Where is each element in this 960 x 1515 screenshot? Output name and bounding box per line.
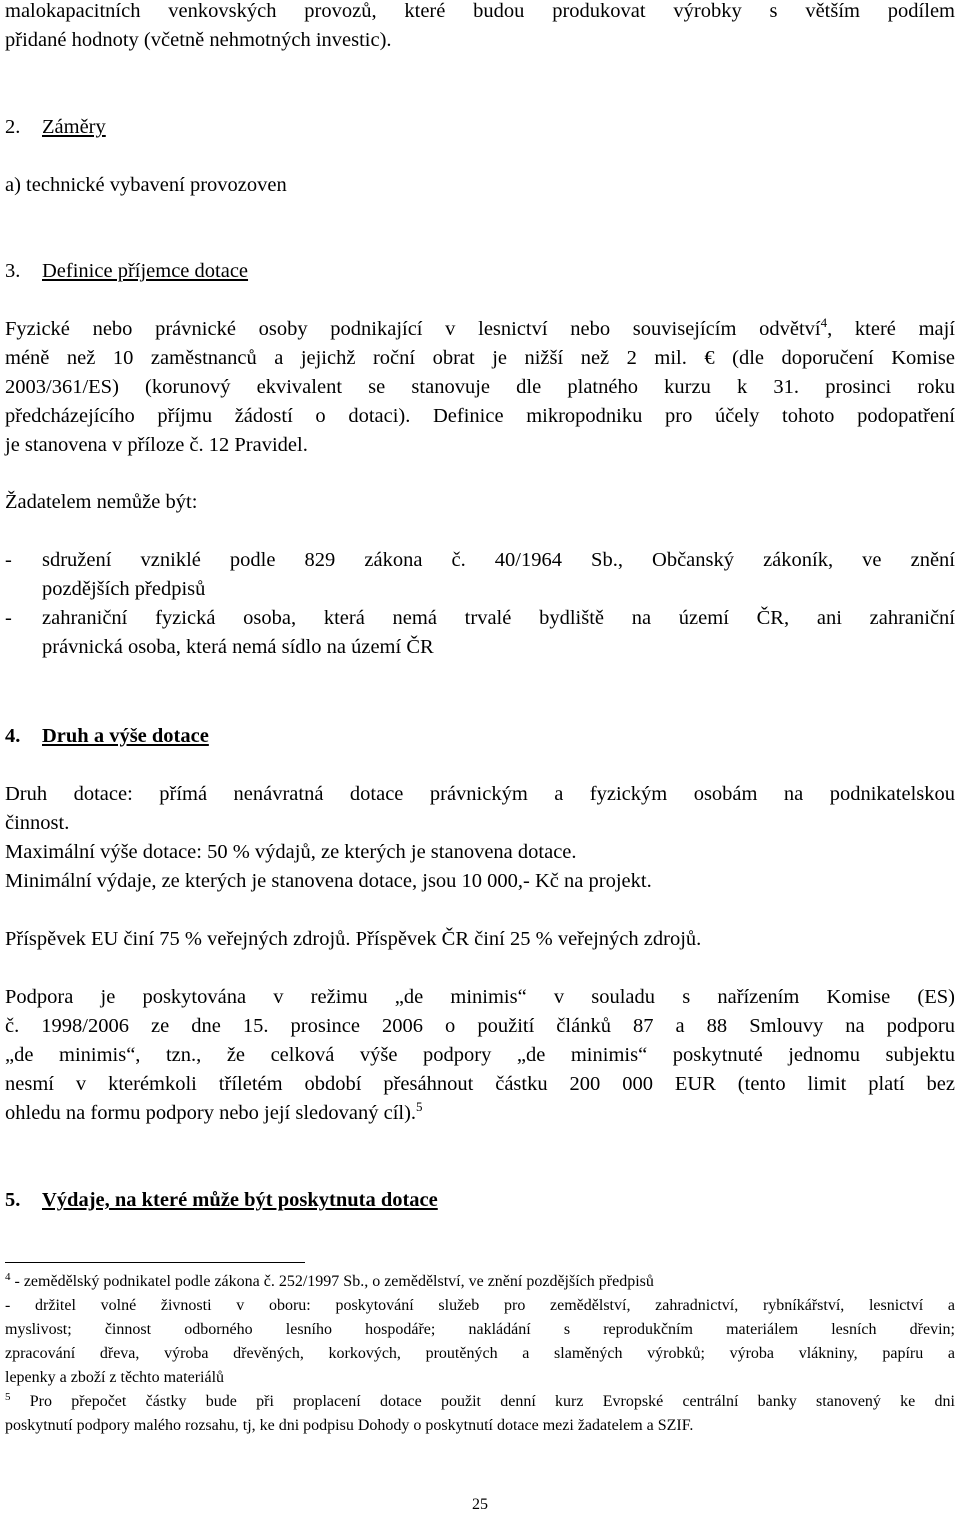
section-3-heading (5, 257, 955, 286)
definition-line-4: předcházejícího příjmu žádostí o dotaci). Definice mikropodniku pro účely tohoto podopatření (5, 405, 955, 427)
footnote-4-line-2: - držitel volné živnosti v oboru: poskytování služeb pro zemědělství, zahradnictví, rybníkářství, lesnictví a (5, 1297, 955, 1314)
intro-paragraph (5, 0, 955, 55)
footnote-5-line-1-text: Pro přepočet částky bude při proplacení dotace použit denní kurz Evropské centrální banky stanovený ke dni (10, 1393, 955, 1410)
footnote-4-line-5: lepenky a zboží z těchto materiálů (5, 1369, 225, 1386)
de-minimis-line-5-text: ohledu na formu podpory nebo její sledovaný cíl). (5, 1102, 417, 1124)
min-expense-line: Minimální výdaje, ze kterých je stanovena dotace, jsou 10 000,- Kč na projekt. (5, 870, 652, 892)
exclusion-2-line-1: zahraniční fyzická osoba, která nemá trvalé bydliště na území ČR, ani zahraniční (42, 607, 955, 629)
footnote-5-line-1 (5, 1390, 955, 1414)
section-3-title: Definice příjemce dotace (42, 260, 249, 282)
definition-line-1 (5, 315, 955, 344)
footnote-4-line-4: zpracování dřeva, výroba dřevěných, korkových, proutěných a slaměných výrobků; výroba vlákniny, papíru a (5, 1345, 955, 1362)
section-4-title: Druh a výše dotace (42, 725, 209, 747)
definition-line-5: je stanovena v příloze č. 12 Pravidel. (5, 434, 308, 456)
section-5-number: 5. (5, 1189, 21, 1211)
section-2-heading (5, 113, 955, 142)
footnote-4-line-1 (5, 1270, 955, 1294)
footnote-5-mark: 5 (5, 1391, 11, 1403)
footnote-5 (5, 1390, 955, 1438)
dotace-type-paragraph (5, 780, 955, 896)
exclusion-list (5, 546, 955, 662)
contribution-line: Příspěvek EU činí 75 % veřejných zdrojů. Příspěvek ČR činí 25 % veřejných zdrojů. (5, 928, 702, 950)
de-minimis-paragraph (5, 983, 955, 1128)
max-dotace-line: Maximální výše dotace: 50 % výdajů, ze kterých je stanovena dotace. (5, 841, 577, 863)
de-minimis-line-4: nesmí v kterémkoli tříletém období přesáhnout částku 200 000 EUR (tento limit platí bez (5, 1073, 955, 1095)
section-5-heading (5, 1186, 955, 1215)
footnote-ref-5: 5 (416, 1099, 423, 1114)
page-number: 25 (472, 1496, 488, 1513)
de-minimis-line-5 (5, 1099, 955, 1128)
de-minimis-line-1: Podpora je poskytována v režimu „de minimis“ v souladu s nařízením Komise (ES) (5, 986, 955, 1008)
section-4-heading (5, 722, 955, 751)
intro-line-2: přidané hodnoty (včetně nehmotných investic). (5, 29, 392, 51)
section-2-number: 2. (5, 116, 21, 138)
footnote-4 (5, 1270, 955, 1390)
de-minimis-line-3: „de minimis“, tzn., že celková výše podpory „de minimis“ poskytnuté jednomu subjektu (5, 1044, 955, 1066)
dotace-type-line-1: Druh dotace: přímá nenávratná dotace právnickým a fyzickým osobám na podnikatelskou (5, 783, 955, 805)
de-minimis-line-2: č. 1998/2006 ze dne 15. prosince 2006 o použití článků 87 a 88 Smlouvy na podporu (5, 1015, 955, 1037)
intro-line-1: malokapacitních venkovských provozů, které budou produkovat výrobky s větším podílem (5, 0, 955, 22)
section-2-title: Záměry (42, 116, 106, 138)
exclusion-1-line-2: pozdějších předpisů (42, 578, 206, 600)
footnote-4-line-1-text: - zemědělský podnikatel podle zákona č. 252/1997 Sb., o zemědělství, ve znění pozdějších předpisů (10, 1273, 654, 1290)
footnote-separator (5, 1262, 305, 1263)
section-3-definition-paragraph (5, 315, 955, 460)
section-4-number: 4. (5, 725, 21, 747)
exclusion-list-item (5, 604, 955, 662)
definition-line-3: 2003/361/ES) (korunový ekvivalent se stanovuje dle platného kurzu k 31. prosinci roku (5, 376, 955, 398)
footnote-ref-4: 4 (820, 315, 828, 330)
definition-line-1-tail: , které mají (827, 318, 956, 340)
cannot-be-applicant-label: Žadatelem nemůže být: (5, 491, 198, 513)
list-dash: - (5, 607, 12, 629)
definition-line-1-text: Fyzické nebo právnické osoby podnikající v lesnictví nebo souvisejícím odvětví (5, 318, 821, 340)
list-dash: - (5, 549, 12, 571)
exclusion-2-line-2: právnická osoba, která nemá sídlo na území ČR (42, 636, 434, 658)
footnote-5-line-2: poskytnutí podpory malého rozsahu, tj, ke dni podpisu Dohody o poskytnutí dotace mezi žadatelem a SZIF. (5, 1417, 694, 1434)
exclusion-list-item (5, 546, 955, 604)
dotace-type-line-2: činnost. (5, 812, 70, 834)
section-2-item-a: a) technické vybavení provozoven (5, 174, 287, 196)
footnote-4-mark: 4 (5, 1271, 11, 1283)
section-5-title: Výdaje, na které může být poskytnuta dotace (42, 1189, 438, 1211)
section-3-number: 3. (5, 260, 21, 282)
footnote-4-line-3: myslivost; činnost odborného lesního hospodáře; nakládání s reprodukčním materiálem lesních dřevin; (5, 1321, 955, 1338)
footnotes (5, 1270, 955, 1438)
exclusion-1-line-1: sdružení vzniklé podle 829 zákona č. 40/1964 Sb., Občanský zákoník, ve znění (42, 549, 955, 571)
definition-line-2: méně než 10 zaměstnanců a jejichž roční obrat je nižší než 2 mil. € (dle doporučení Komise (5, 347, 955, 369)
